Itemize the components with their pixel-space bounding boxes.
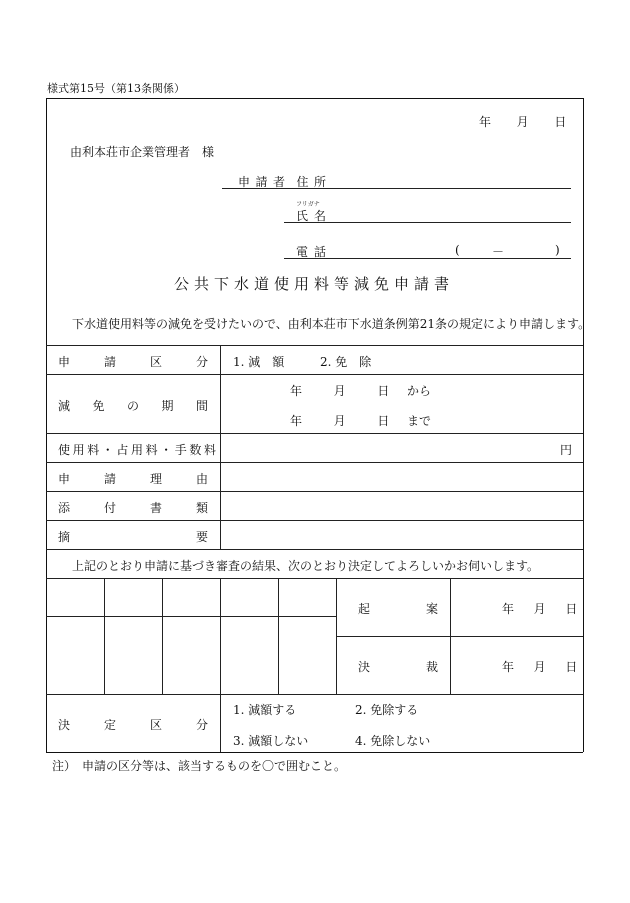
attachments-label: 添 付 書 類 bbox=[58, 501, 208, 515]
header-date-day: 日 bbox=[554, 115, 567, 129]
row-line-4 bbox=[46, 462, 583, 463]
determination-label: 決 定 区 分 bbox=[58, 718, 208, 732]
box-top-border bbox=[46, 98, 583, 99]
period-to[interactable]: 年 月 日 まで bbox=[290, 414, 432, 428]
application-type-option-exemption[interactable]: 2. 免 除 bbox=[320, 355, 372, 369]
header-date-year: 年 bbox=[479, 115, 492, 129]
review-text: 上記のとおり申請に基づき審査の結果、次のとおり決定してよろしいかお伺いします。 bbox=[72, 559, 540, 573]
draft-date[interactable]: 年 月 日 bbox=[502, 602, 578, 616]
decision-date[interactable]: 年 月 日 bbox=[502, 660, 578, 674]
determination-option-reduce[interactable]: 1. 減額する bbox=[233, 703, 297, 717]
address-underline[interactable] bbox=[222, 188, 571, 189]
row-line-6 bbox=[46, 520, 583, 521]
reason-label: 申 請 理 由 bbox=[58, 472, 208, 486]
phone-underline[interactable] bbox=[284, 258, 571, 259]
determination-option-no-exempt[interactable]: 4. 免除しない bbox=[355, 734, 431, 748]
period-from[interactable]: 年 月 日 から bbox=[290, 384, 432, 398]
addressee: 由利本荘市企業管理者 様 bbox=[70, 145, 215, 159]
decision-label: 決 裁 bbox=[358, 660, 438, 674]
phone-paren-close: ) bbox=[555, 243, 560, 257]
approval-bottom-line bbox=[46, 694, 583, 695]
box-bottom-border bbox=[46, 752, 583, 753]
application-type-label: 申 請 区 分 bbox=[58, 355, 208, 369]
phone-paren-open: ( bbox=[455, 243, 460, 257]
stamp-col-4 bbox=[278, 578, 279, 694]
applicant-name-label: 氏 名 bbox=[296, 209, 326, 223]
form-title: 公共下水道使用料等減免申請書 bbox=[174, 275, 455, 293]
footnote: 注） 申請の区分等は、該当するものを〇で囲むこと。 bbox=[52, 759, 347, 773]
box-left-border bbox=[46, 98, 47, 752]
applicant-address-label: 申 請 者 住 所 bbox=[238, 175, 326, 189]
header-date-month: 月 bbox=[516, 115, 529, 129]
determination-option-exempt[interactable]: 2. 免除する bbox=[355, 703, 419, 717]
approval-mid-line bbox=[336, 636, 583, 637]
period-label: 減 免 の 期 間 bbox=[58, 399, 208, 413]
determination-option-no-reduce[interactable]: 3. 減額しない bbox=[233, 734, 309, 748]
header-date bbox=[479, 113, 566, 130]
stamp-col-1 bbox=[104, 578, 105, 694]
determination-divider bbox=[220, 694, 221, 752]
label-column-divider bbox=[220, 345, 221, 549]
row-line-2 bbox=[46, 374, 583, 375]
row-line-5 bbox=[46, 491, 583, 492]
approval-top-line bbox=[46, 578, 583, 579]
form-id: 様式第15号（第13条関係） bbox=[47, 82, 185, 95]
row-line-1 bbox=[46, 345, 583, 346]
stamp-row-divider bbox=[46, 616, 336, 617]
stamp-col-2 bbox=[162, 578, 163, 694]
name-underline[interactable] bbox=[284, 222, 571, 223]
fees-unit: 円 bbox=[560, 443, 573, 457]
draft-label: 起 案 bbox=[358, 602, 438, 616]
row-line-3 bbox=[46, 433, 583, 434]
stamp-col-3 bbox=[220, 578, 221, 694]
applicant-phone-label: 電 話 bbox=[296, 245, 326, 259]
remarks-label: 摘 要 bbox=[58, 530, 208, 544]
box-right-border bbox=[583, 98, 584, 752]
row-line-7 bbox=[46, 549, 583, 550]
phone-dash: － bbox=[492, 245, 505, 259]
stamp-col-5 bbox=[336, 578, 337, 694]
furigana-label: フリガナ bbox=[296, 201, 320, 208]
application-type-option-reduction[interactable]: 1. 減 額 bbox=[233, 355, 285, 369]
fees-label: 使 用 料 ・ 占 用 料 ・ 手 数 料 bbox=[58, 443, 216, 457]
intro-text: 下水道使用料等の減免を受けたいので、由利本荘市下水道条例第21条の規定により申請します。 bbox=[72, 317, 591, 331]
approval-date-divider bbox=[450, 578, 451, 694]
